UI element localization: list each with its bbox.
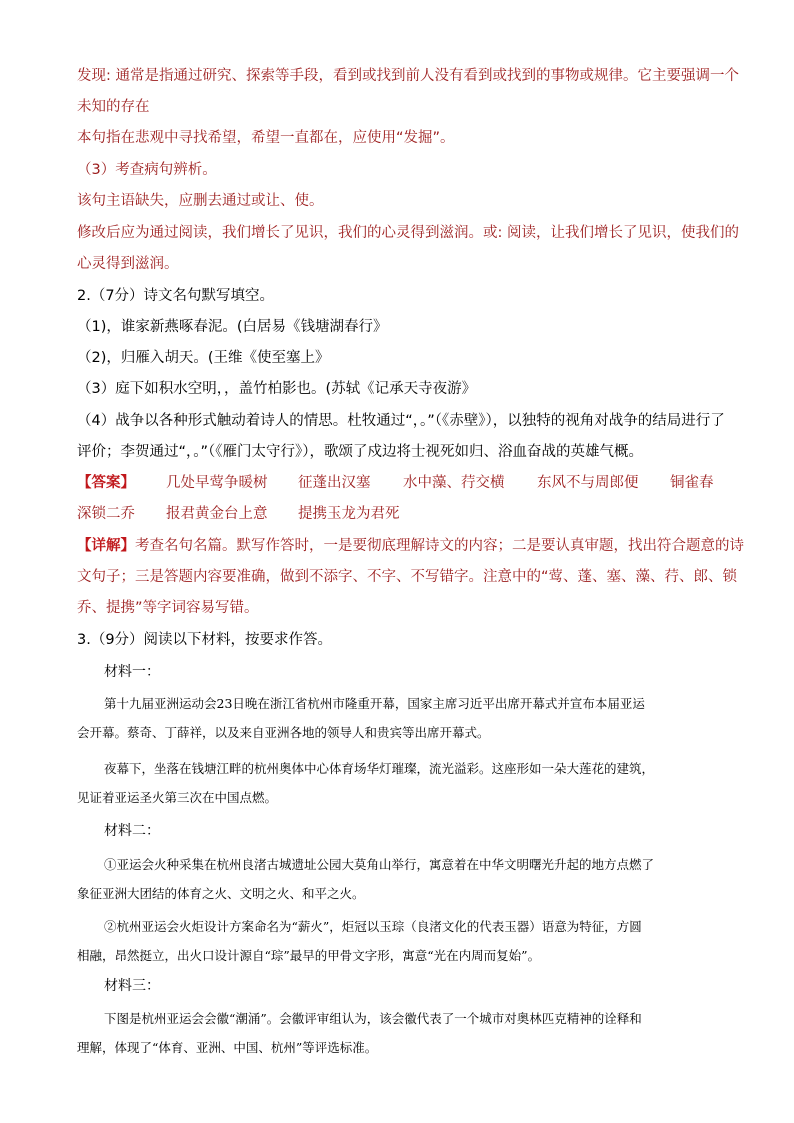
answer-item: 东风不与周郎便 — [537, 475, 639, 491]
material2-p1-line1: ①亚运会火种采集在杭州良渚古城遗址公园大莫角山举行，寓意着在中华文明曙光升起的地方点燃了 — [104, 857, 655, 872]
detail-line2: 文句子；三是答题内容要准确，做到不添字、不字、不写错字。注意中的“莺、蓬、塞、藻、荇、郎、锁 — [77, 569, 738, 585]
question2-item-2: （2)，归雁入胡天。(王维《使至塞上》 — [77, 350, 330, 366]
material2-heading: 材料二： — [104, 823, 160, 839]
answer-item: 铜雀春 — [670, 475, 714, 491]
question2-item-1: （1)，谁家新燕啄春泥。(白居易《钱塘湖春行》 — [77, 319, 388, 335]
discover-definition-line2: 未知的存在 — [77, 99, 150, 115]
answer-tag: 【答案】 — [77, 475, 135, 491]
answer-item: 征蓬出汉塞 — [298, 475, 371, 491]
answer-row-2 — [0, 504, 794, 524]
discover-definition-line1: 发现: 通常是指通过研究、探索等手段，看到或找到前人没有看到或找到的事物或规律。它主要强调一个 — [77, 68, 739, 84]
q3-reason: 该句主语缺失，应删去通过或让、使。 — [77, 193, 324, 209]
question2-item-3: （3）庭下如积水空明，，盖竹柏影也。(苏轼《记承天寺夜游》 — [77, 381, 477, 397]
detail-line1 — [77, 536, 744, 556]
material3-p1-line1: 下图是杭州亚运会会徽“潮涌”。会徽评审组认为，该会徽代表了一个城市对奥林匹克精神的诠释和 — [104, 1011, 642, 1026]
answer-row-1 — [0, 473, 794, 493]
q3-fix-line1: 修改后应为通过阅读，我们增长了见识，我们的心灵得到滋润。或: 阅读，让我们增长了见识，使我们的 — [77, 225, 739, 241]
question2-item-4: （4）战争以各种形式触动着诗人的情思。杜牧通过“，。”（《赤壁》），以独特的视角对战争的结局进行了 — [77, 413, 725, 429]
material2-p2-line1: ②杭州亚运会火炬设计方案命名为“薪火”，炬冠以玉琮（良渚文化的代表玉器）语意为特征，方圆 — [104, 919, 642, 934]
answer-item: 深锁二乔 — [77, 506, 135, 522]
material1-p2-line2: 见证着亚运圣火第三次在中国点燃。 — [77, 790, 278, 805]
detail-line3: 乔、提携”等字词容易写错。 — [77, 600, 259, 616]
explanation-line: 本句指在悲观中寻找希望，希望一直都在，应使用“发掘”。 — [77, 130, 455, 146]
material2-p1-line2: 象征亚洲大团结的体育之火、文明之火、和平之火。 — [77, 886, 365, 901]
material1-p1-line1: 第十九届亚洲运动会23日晚在浙江省杭州市隆重开幕，国家主席习近平出席开幕式并宣布本届亚运 — [104, 696, 645, 711]
answer-item: 提携玉龙为君死 — [298, 506, 400, 522]
material3-heading: 材料三： — [104, 978, 160, 994]
detail-text: 考查名句名篇。默写作答时，一是要彻底理解诗文的内容；二是要认真审题，找出符合题意的诗 — [135, 538, 744, 554]
answer-item: 水中藻、荇交横 — [403, 475, 505, 491]
detail-tag: 【详解】 — [77, 538, 135, 554]
question2-item-5: 评价；李贺通过“，。”（《雁门太守行》），歌颂了戍边将士视死如归、浴血奋战的英雄气概。 — [77, 444, 644, 460]
question2-title: 2.（7分）诗文名句默写填空。 — [77, 288, 275, 304]
material1-p1-line2: 会开幕。蔡奇、丁薛祥，以及来自亚洲各地的领导人和贵宾等出席开幕式。 — [77, 725, 490, 740]
material1-p2-line1: 夜幕下，坐落在钱塘江畔的杭州奥体中心体育场华灯璀璨，流光溢彩。这座形如一朵大莲花的建筑， — [104, 761, 655, 776]
material1-heading: 材料一： — [104, 664, 160, 680]
material2-p2-line2: 相融，昂然挺立，出火口设计源自“琮”最早的甲骨文字形，寓意“光在内周而复始”。 — [77, 948, 541, 963]
answer-item: 报君黄金台上意 — [166, 506, 268, 522]
q3-label: （3）考查病句辨析。 — [77, 162, 217, 178]
material3-p1-line2: 理解，体现了“体育、亚洲、中国、杭州”等评选标准。 — [77, 1040, 378, 1055]
question3-title: 3.（9分）阅读以下材料，按要求作答。 — [77, 632, 333, 648]
q3-fix-line2: 心灵得到滋润。 — [77, 256, 179, 272]
answer-item: 几处早莺争暖树 — [166, 475, 268, 491]
